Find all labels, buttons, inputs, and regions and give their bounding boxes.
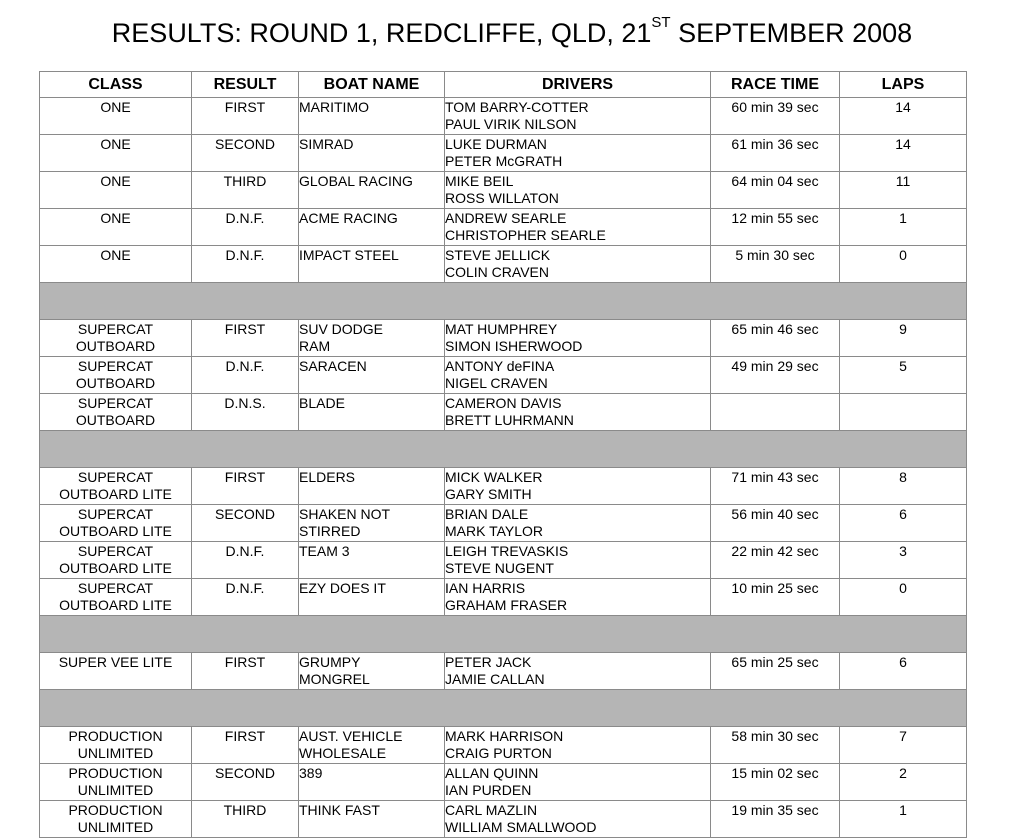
title-tail: SEPTEMBER 2008 [670, 18, 913, 48]
boat-name-cell-line: SUV DODGE [299, 321, 384, 337]
drivers-cell-line: TOM BARRY-COTTER [445, 99, 589, 115]
class-cell [40, 801, 192, 838]
class-cell-line: OUTBOARD [75, 375, 156, 391]
drivers-cell-line: GARY SMITH [445, 486, 532, 502]
race-time-cell: 64 min 04 sec [711, 172, 840, 209]
drivers-cell [445, 320, 711, 357]
drivers-cell-line: LUKE DURMAN [445, 136, 547, 152]
boat-name-cell [299, 320, 445, 357]
class-cell-line: ONE [100, 99, 131, 115]
drivers-cell-line: ANTONY deFINA [445, 358, 555, 374]
drivers-cell-line: PETER McGRATH [445, 153, 563, 169]
header-drivers: DRIVERS [445, 72, 711, 98]
class-cell-line: PRODUCTION [68, 802, 163, 818]
class-cell [40, 468, 192, 505]
boat-name-cell [299, 542, 445, 579]
class-cell [40, 653, 192, 690]
laps-cell: 14 [840, 135, 967, 172]
boat-name-cell-line: GRUMPY [299, 654, 361, 670]
section-separator [40, 283, 967, 320]
class-cell [40, 172, 192, 209]
class-cell-line: SUPERCAT [77, 321, 154, 337]
race-time-cell: 5 min 30 sec [711, 246, 840, 283]
drivers-cell-line: STEVE NUGENT [445, 560, 554, 576]
drivers-cell-line: CRAIG PURTON [445, 745, 552, 761]
boat-name-cell-line: EZY DOES IT [299, 580, 386, 596]
boat-name-cell [299, 653, 445, 690]
boat-name-cell-line: RAM [299, 338, 331, 354]
boat-name-cell-line: THINK FAST [299, 802, 380, 818]
result-cell: D.N.F. [192, 357, 299, 394]
header-laps: LAPS [840, 72, 967, 98]
laps-cell: 5 [840, 357, 967, 394]
boat-name-cell-line: TEAM 3 [299, 543, 350, 559]
race-time-cell [711, 394, 840, 431]
race-time-cell: 58 min 30 sec [711, 727, 840, 764]
class-cell [40, 357, 192, 394]
boat-name-cell-line: ACME RACING [299, 210, 398, 226]
laps-cell: 0 [840, 579, 967, 616]
table-row [40, 394, 967, 431]
class-cell-line: ONE [100, 210, 131, 226]
boat-name-cell-line: SHAKEN NOT [299, 506, 391, 522]
class-cell [40, 505, 192, 542]
separator-cell [40, 690, 967, 727]
drivers-cell-line: WILLIAM SMALLWOOD [445, 819, 597, 835]
boat-name-cell-line: MONGREL [299, 671, 370, 687]
race-time-cell: 22 min 42 sec [711, 542, 840, 579]
class-cell-line: UNLIMITED [77, 745, 154, 761]
drivers-cell-line: CHRISTOPHER SEARLE [445, 227, 606, 243]
laps-cell: 1 [840, 801, 967, 838]
result-cell: FIRST [192, 98, 299, 135]
drivers-cell-line: PAUL VIRIK NILSON [445, 116, 577, 132]
boat-name-cell [299, 135, 445, 172]
class-cell [40, 579, 192, 616]
class-cell-line: OUTBOARD LITE [59, 560, 172, 576]
laps-cell: 6 [840, 505, 967, 542]
drivers-cell [445, 542, 711, 579]
laps-cell: 7 [840, 727, 967, 764]
drivers-cell [445, 98, 711, 135]
result-cell: SECOND [192, 764, 299, 801]
table-row [40, 505, 967, 542]
drivers-cell-line: MICK WALKER [445, 469, 543, 485]
boat-name-cell [299, 357, 445, 394]
boat-name-cell-line: MARITIMO [299, 99, 369, 115]
class-cell-line: SUPERCAT [77, 469, 154, 485]
table-row [40, 246, 967, 283]
class-cell [40, 764, 192, 801]
race-time-cell: 10 min 25 sec [711, 579, 840, 616]
laps-cell: 8 [840, 468, 967, 505]
laps-cell: 1 [840, 209, 967, 246]
class-cell [40, 320, 192, 357]
drivers-cell [445, 172, 711, 209]
result-cell: D.N.F. [192, 542, 299, 579]
boat-name-cell [299, 727, 445, 764]
boat-name-cell [299, 579, 445, 616]
result-cell: FIRST [192, 727, 299, 764]
result-cell: SECOND [192, 505, 299, 542]
class-cell-line: SUPERCAT [77, 506, 154, 522]
drivers-cell-line: CARL MAZLIN [445, 802, 538, 818]
drivers-cell-line: BRETT LUHRMANN [445, 412, 574, 428]
drivers-cell [445, 579, 711, 616]
class-cell-line: OUTBOARD [75, 412, 156, 428]
laps-cell: 3 [840, 542, 967, 579]
class-cell-line: SUPERCAT [77, 580, 154, 596]
table-row [40, 209, 967, 246]
results-table [39, 71, 967, 838]
table-row [40, 542, 967, 579]
laps-cell: 2 [840, 764, 967, 801]
race-time-cell: 60 min 39 sec [711, 98, 840, 135]
result-cell: THIRD [192, 801, 299, 838]
boat-name-cell [299, 468, 445, 505]
drivers-cell-line: STEVE JELLICK [445, 247, 551, 263]
class-cell-line: OUTBOARD LITE [59, 597, 172, 613]
class-cell [40, 209, 192, 246]
class-cell-line: PRODUCTION [68, 765, 163, 781]
race-time-cell: 65 min 25 sec [711, 653, 840, 690]
class-cell-line: UNLIMITED [77, 782, 154, 798]
drivers-cell-line: CAMERON DAVIS [445, 395, 562, 411]
result-cell: FIRST [192, 320, 299, 357]
drivers-cell-line: LEIGH TREVASKIS [445, 543, 569, 559]
laps-cell: 0 [840, 246, 967, 283]
result-cell: D.N.S. [192, 394, 299, 431]
title-ordinal-suffix: ST [651, 14, 671, 31]
race-time-cell: 71 min 43 sec [711, 468, 840, 505]
class-cell [40, 727, 192, 764]
drivers-cell [445, 135, 711, 172]
race-time-cell: 56 min 40 sec [711, 505, 840, 542]
drivers-cell-line: MIKE BEIL [445, 173, 514, 189]
class-cell-line: SUPER VEE LITE [58, 654, 173, 670]
race-time-cell: 61 min 36 sec [711, 135, 840, 172]
race-time-cell: 65 min 46 sec [711, 320, 840, 357]
drivers-cell [445, 209, 711, 246]
separator-cell [40, 431, 967, 468]
drivers-cell-line: MAT HUMPHREY [445, 321, 558, 337]
drivers-cell [445, 468, 711, 505]
drivers-cell-line: MARK TAYLOR [445, 523, 544, 539]
table-row [40, 468, 967, 505]
boat-name-cell-line: WHOLESALE [299, 745, 387, 761]
drivers-cell [445, 653, 711, 690]
drivers-cell [445, 727, 711, 764]
boat-name-cell-line: ELDERS [299, 469, 356, 485]
header-result: RESULT [192, 72, 299, 98]
class-cell [40, 394, 192, 431]
header-class: CLASS [40, 72, 192, 98]
section-separator [40, 431, 967, 468]
boat-name-cell [299, 172, 445, 209]
boat-name-cell-line: AUST. VEHICLE [299, 728, 403, 744]
drivers-cell-line: ROSS WILLATON [445, 190, 559, 206]
table-row [40, 764, 967, 801]
table-row [40, 801, 967, 838]
class-cell-line: ONE [100, 247, 131, 263]
result-cell: D.N.F. [192, 209, 299, 246]
table-row [40, 579, 967, 616]
boat-name-cell [299, 209, 445, 246]
result-cell: D.N.F. [192, 579, 299, 616]
laps-cell: 9 [840, 320, 967, 357]
boat-name-cell-line: STIRRED [299, 523, 361, 539]
table-row [40, 172, 967, 209]
boat-name-cell-line: 389 [299, 765, 323, 781]
drivers-cell [445, 357, 711, 394]
race-time-cell: 15 min 02 sec [711, 764, 840, 801]
laps-cell [840, 394, 967, 431]
drivers-cell-line: GRAHAM FRASER [445, 597, 568, 613]
race-time-cell: 19 min 35 sec [711, 801, 840, 838]
class-cell-line: SUPERCAT [77, 395, 154, 411]
drivers-cell-line: IAN PURDEN [445, 782, 532, 798]
laps-cell: 14 [840, 98, 967, 135]
class-cell-line: PRODUCTION [68, 728, 163, 744]
result-cell: D.N.F. [192, 246, 299, 283]
class-cell-line: OUTBOARD LITE [59, 523, 172, 539]
drivers-cell-line: COLIN CRAVEN [445, 264, 549, 280]
class-cell [40, 542, 192, 579]
boat-name-cell [299, 801, 445, 838]
drivers-cell [445, 801, 711, 838]
laps-cell: 11 [840, 172, 967, 209]
drivers-cell [445, 505, 711, 542]
race-time-cell: 12 min 55 sec [711, 209, 840, 246]
boat-name-cell-line: GLOBAL RACING [299, 173, 413, 189]
header-row [40, 72, 967, 98]
title-main: RESULTS: ROUND 1, REDCLIFFE, QLD, 21 [111, 18, 652, 48]
result-cell: SECOND [192, 135, 299, 172]
class-cell-line: OUTBOARD [75, 338, 156, 354]
boat-name-cell [299, 505, 445, 542]
table-row [40, 727, 967, 764]
section-separator [40, 616, 967, 653]
boat-name-cell [299, 764, 445, 801]
laps-cell: 6 [840, 653, 967, 690]
table-row [40, 653, 967, 690]
drivers-cell-line: IAN HARRIS [445, 580, 526, 596]
class-cell [40, 246, 192, 283]
boat-name-cell [299, 394, 445, 431]
boat-name-cell-line: SIMRAD [299, 136, 354, 152]
drivers-cell-line: JAMIE CALLAN [445, 671, 545, 687]
class-cell-line: OUTBOARD LITE [59, 486, 172, 502]
section-separator [40, 690, 967, 727]
drivers-cell-line: ANDREW SEARLE [445, 210, 567, 226]
results-body [40, 98, 967, 838]
class-cell-line: ONE [100, 136, 131, 152]
drivers-cell-line: BRIAN DALE [445, 506, 529, 522]
header-race-time: RACE TIME [711, 72, 840, 98]
drivers-cell-line: SIMON ISHERWOOD [445, 338, 583, 354]
boat-name-cell [299, 246, 445, 283]
result-cell: FIRST [192, 468, 299, 505]
boat-name-cell [299, 98, 445, 135]
table-row [40, 320, 967, 357]
drivers-cell-line: MARK HARRISON [445, 728, 564, 744]
page-title [0, 14, 1024, 49]
separator-cell [40, 616, 967, 653]
class-cell-line: UNLIMITED [77, 819, 154, 835]
drivers-cell-line: ALLAN QUINN [445, 765, 539, 781]
table-row [40, 98, 967, 135]
race-time-cell: 49 min 29 sec [711, 357, 840, 394]
drivers-cell [445, 394, 711, 431]
boat-name-cell-line: SARACEN [299, 358, 367, 374]
drivers-cell [445, 764, 711, 801]
class-cell-line: ONE [100, 173, 131, 189]
header-boat-name: BOAT NAME [299, 72, 445, 98]
separator-cell [40, 283, 967, 320]
class-cell-line: SUPERCAT [77, 358, 154, 374]
result-cell: FIRST [192, 653, 299, 690]
table-row [40, 357, 967, 394]
class-cell-line: SUPERCAT [77, 543, 154, 559]
drivers-cell [445, 246, 711, 283]
result-cell: THIRD [192, 172, 299, 209]
boat-name-cell-line: BLADE [299, 395, 345, 411]
table-row [40, 135, 967, 172]
class-cell [40, 98, 192, 135]
drivers-cell-line: PETER JACK [445, 654, 532, 670]
class-cell [40, 135, 192, 172]
drivers-cell-line: NIGEL CRAVEN [445, 375, 548, 391]
boat-name-cell-line: IMPACT STEEL [299, 247, 399, 263]
